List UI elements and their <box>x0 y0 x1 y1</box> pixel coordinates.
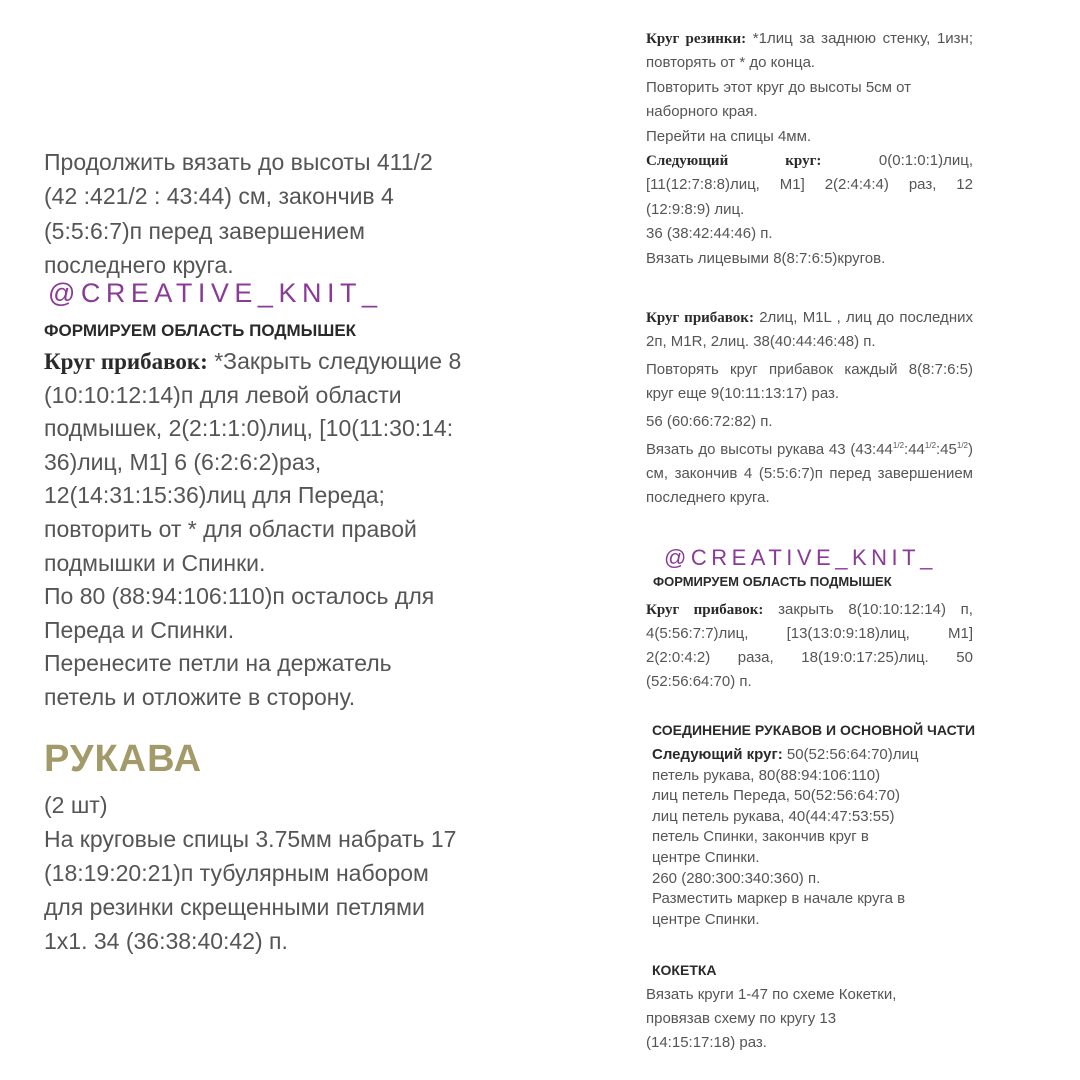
label-increase-round-armhole: Круг прибавок: <box>646 602 764 618</box>
needles-paragraph: Перейти на спицы 4мм. <box>646 127 812 145</box>
sleeve-length-text-b: :44 <box>904 441 925 458</box>
repeat-increase-paragraph: Повторять круг прибавок каждый 8(8:7:6:5) круг еще 9(10:11:13:17) раз. <box>646 361 973 402</box>
rib-repeat-paragraph: Повторить этот круг до высоты 5см от наборного края. <box>646 78 912 121</box>
join-text: 50(52:56:64:70)лиц петель рукава, 80(88:94:106:110) лиц петель Переда, 50(52:56:64:70) лиц петель рукава, 40(44:47:53:55) петель Спинки, закончив круг в центре Спинки. 260 (280:300:340:360) п. Разместить маркер в начале круга в центре Спинки. <box>652 746 919 928</box>
join-paragraph <box>652 745 972 930</box>
sleeve-length-paragraph <box>646 438 973 510</box>
increase-round-paragraph <box>646 306 973 354</box>
section-heading-armhole: ФОРМИРУЕМ ОБЛАСТЬ ПОДМЫШЕК <box>44 321 357 340</box>
section-heading-armhole-right: ФОРМИРУЕМ ОБЛАСТЬ ПОДМЫШЕК <box>653 574 892 589</box>
armhole-instructions: *Закрыть следующие 8 (10:10:12:14)п для левой области подмышек, 2(2:1:1:0)лиц, [10(11:30:14: 36)лиц, М1] 6 (6:2:6:2)раз, 12(14:31:15:36)лиц для Переда; повторить от * для области правой подмышки и Спинки. По 80 (88:94:106:110)п осталось для Переда и Спинки. Перенесите петли на держатель петель и отложите в сторону. <box>44 348 462 710</box>
armhole-increase-paragraph <box>646 598 973 694</box>
stitch-count-1: 36 (38:42:44:46) п. <box>646 225 773 243</box>
section-title-sleeves: РУКАВА <box>44 738 203 780</box>
body-paragraph-sleeves: (2 шт) На круговые спицы 3.75мм набрать 17 (18:19:20:21)п тубулярным набором для резинки скрещенными петлями 1х1. 34 (36:38:40:42) п. <box>44 792 457 954</box>
right-block-rib <box>646 27 973 271</box>
label-increase-round-right: Круг прибавок: <box>646 310 754 326</box>
sleeve-length-text-c: :45 <box>936 441 957 458</box>
rib-round-paragraph <box>646 27 973 76</box>
fraction-sup-3: 1/2 <box>956 441 968 450</box>
right-block-increases <box>646 306 973 510</box>
body-paragraph-armhole <box>44 345 564 715</box>
brand-watermark: @CREATIVE_KNIT_ <box>48 278 383 308</box>
armhole-increase-text: закрыть 8(10:10:12:14) п, 4(5:56:7:7)лиц, [13(13:0:9:18)лиц, М1] 2(2:0:4:2) раза, 18(19:0:17:25)лиц. 50 (52:56:64:70) п. <box>646 601 973 690</box>
sleeve-length-text-a: Вязать до высоты рукава 43 (43:44 <box>646 441 893 458</box>
yoke-paragraph: Вязать круги 1-47 по схеме Кокетки, провязав схему по кругу 13 (14:15:17:18) раз. <box>646 986 897 1051</box>
next-round-paragraph <box>646 149 973 222</box>
brand-watermark-right: @CREATIVE_KNIT_ <box>664 545 937 570</box>
rib-round-text: *1лиц за заднюю стенку, 1изн; повторять от * до конца. <box>646 30 973 72</box>
knit-rounds-paragraph: Вязать лицевыми 8(8:7:6:5)кругов. <box>646 249 886 267</box>
right-block-armhole <box>646 598 973 694</box>
section-heading-yoke: КОКЕТКА <box>652 962 717 978</box>
label-next-round: Следующий круг: <box>646 153 822 170</box>
stitch-count-2: 56 (60:66:72:82) п. <box>646 413 773 430</box>
label-rib-round: Круг резинки: <box>646 31 747 47</box>
sleeve-length-text-d: ) см, закончив 4 (5:5:6:7)п перед завершением последнего круга. <box>646 441 973 506</box>
label-increase-round: Круг прибавок: <box>44 349 208 374</box>
fraction-sup-2: 1/2 <box>924 441 937 450</box>
fraction-sup-1: 1/2 <box>892 441 905 450</box>
label-next-round-join: Следующий круг: <box>652 746 783 763</box>
next-round-text: 0(0:1:0:1)лиц, [11(12:7:8:8)лиц, М1] 2(2:4:4:4) раз, 12 (12:9:8:9) лиц. <box>646 152 973 218</box>
body-paragraph-height: Продолжить вязать до высоты 411/2 (42 :421/2 : 43:44) см, закончив 4 (5:5:6:7)п перед завершением последнего круга. <box>44 149 433 279</box>
section-heading-join: СОЕДИНЕНИЕ РУКАВОВ И ОСНОВНОЙ ЧАСТИ <box>652 722 976 738</box>
increase-round-text: 2лиц, М1L , лиц до последних 2п, М1R, 2лиц. 38(40:44:46:48) п. <box>646 309 973 350</box>
